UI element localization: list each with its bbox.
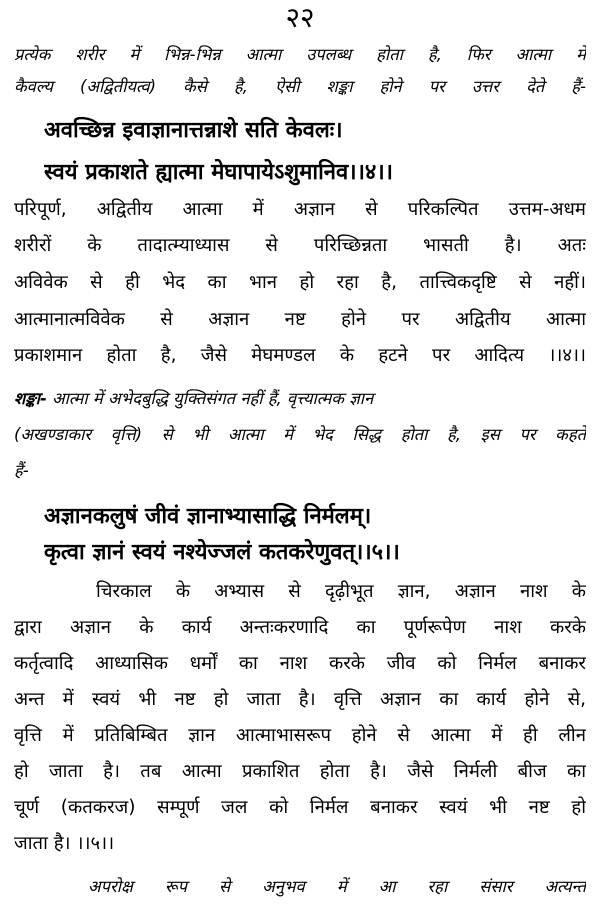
commentary-4-line-2: शरीरों के तादात्म्याध्यास से परिच्छिन्नता भासती है। अतः [14,235,586,256]
doubt-line-3: हैं- [14,461,29,480]
verse-5-line-1: अज्ञानकलुषं जीवं ज्ञानाभ्यासाद्धि निर्मलम्। [44,504,372,529]
verse-4-line-2: स्वयं प्रकाशते ह्यात्मा मेघापायेऽशुमानिव।।४।। [44,160,394,185]
commentary-5-line-5: वृत्ति में प्रतिबिम्बित ज्ञान आत्माभासरूप होने से आत्मा में ही लीन [14,725,586,746]
doubt-line-1 [14,388,586,410]
commentary-4-line-3: अविवेक से ही भेद का भान हो रहा है, तात्त्विकदृष्टि से नहीं। [14,272,586,293]
commentary-5-line-4: अन्त में स्वयं भी नष्ट हो जाता है। वृत्ति अज्ञान का कार्य होने से, [14,689,586,710]
commentary-5-line-2: द्वारा अज्ञान के कार्य अन्तःकरणादि का पूर्णरूपेण नाश करके [14,617,586,638]
commentary-4-line-5: प्रकाशमान होता है, जैसे मेघमण्डल के हटने पर आदित्य ।।४।। [14,345,586,366]
verse-5-line-2: कृत्वा ज्ञानं स्वयं नश्येज्जलं कतकरेणुवत्।।५।। [44,540,400,565]
commentary-5-line-7: चूर्ण (कतकरज) सम्पूर्ण जल को निर्मल बनाकर स्वयं भी नष्ट हो [14,797,586,818]
commentary-5-line-3: कर्तृत्वादि आध्यासिक धर्मों का नाश करके जीव को निर्मल बनाकर [14,653,586,674]
commentary-4-line-4: आत्मानात्मविवेक से अज्ञान नष्ट होने पर अद्वितीय आत्मा [14,309,586,330]
commentary-5-line-6: हो जाता है। तब आत्मा प्रकाशित होता है। जैसे निर्मली बीज का [14,761,586,782]
doubt-line-2: (अखण्डाकार वृत्ति) से भी आत्मा में भेद सिद्ध होता है, इस पर कहते [14,425,586,444]
commentary-5-line-1: चिरकाल के अभ्यास से दृढ़ीभूत ज्ञान, अज्ञान नाश के [96,581,586,602]
doubt-text: आत्मा में अभेदबुद्धि युक्तिसंगत नहीं हैं, वृत्त्यात्मक ज्ञान [46,389,374,408]
page-number: २२ [285,1,315,34]
intro-line-1: प्रत्येक शरीर में भिन्न-भिन्न आत्मा उपलब्ध होता है, फिर आत्मा में [14,45,586,64]
verse-4-line-1: अवच्छिन्न इवाज्ञानात्तन्नाशे सति केवलः। [44,118,343,143]
intro-line-2: कैवल्य (अद्वितीयत्व) कैसे है, ऐसी शङ्का होने पर उत्तर देते हैं- [14,77,586,96]
next-paragraph-line: अपरोक्ष रूप से अनुभव में आ रहा संसार अत्यन्त [88,877,586,896]
commentary-5-line-8: जाता है। ।।५।। [14,833,115,854]
doubt-label: शङ्का- [14,389,47,408]
commentary-4-line-1: परिपूर्ण, अद्वितीय आत्मा में अज्ञान से परिकल्पित उत्तम-अधम [14,199,586,220]
